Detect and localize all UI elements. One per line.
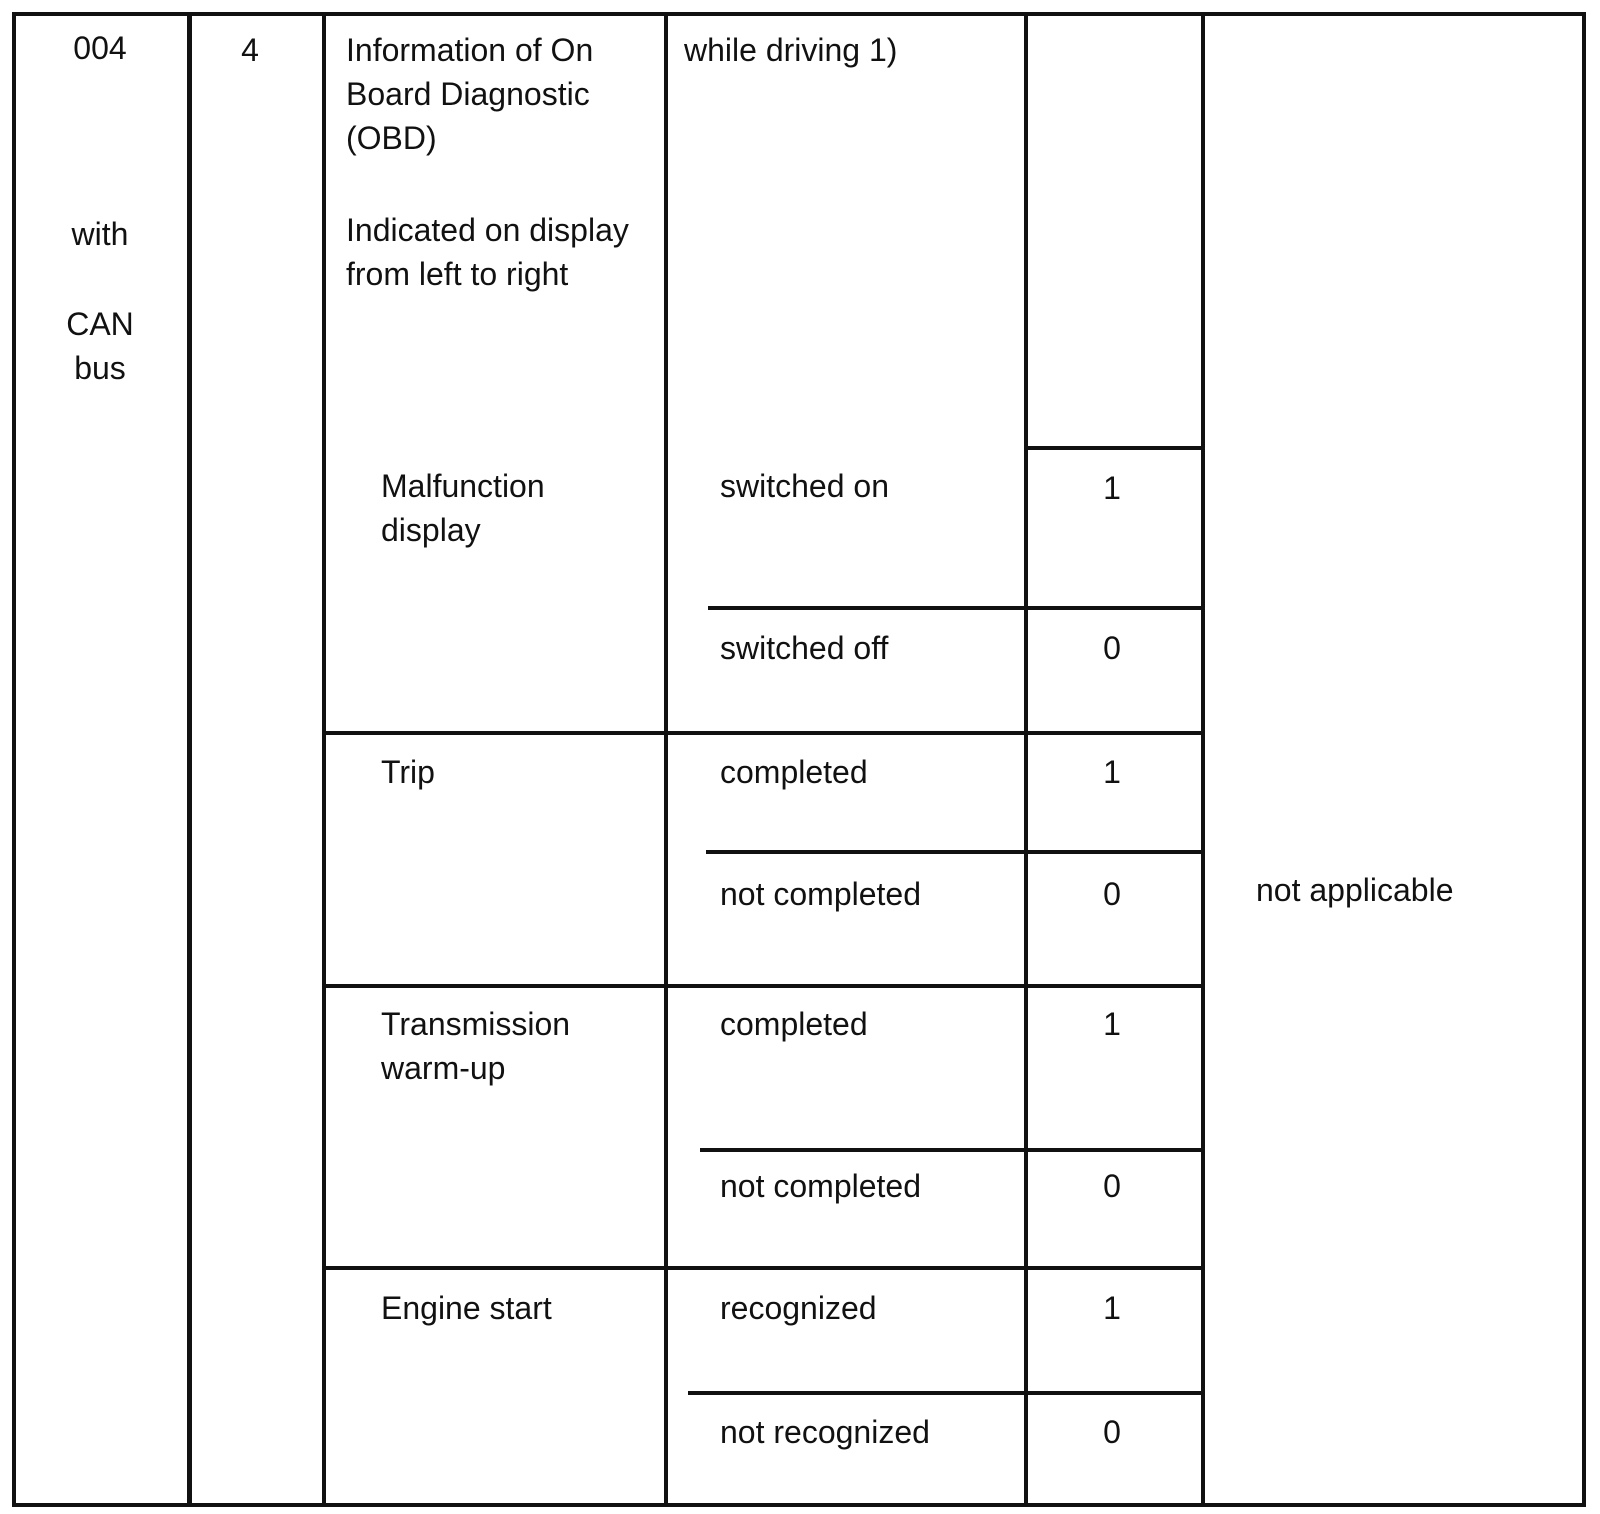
display-field-number: 4 bbox=[241, 32, 259, 68]
column-divider bbox=[322, 12, 326, 1507]
obd-title: Information of On Board Diagnostic (OBD) bbox=[346, 32, 594, 156]
item-label-malfunction-display: Malfunction display bbox=[381, 468, 545, 548]
table-border-top bbox=[12, 12, 1586, 16]
condition-text: while driving 1) bbox=[684, 32, 898, 68]
row-divider bbox=[700, 1148, 1205, 1152]
row-divider bbox=[322, 1266, 1205, 1270]
state-value: 0 bbox=[1103, 1414, 1121, 1450]
state-value: 0 bbox=[1103, 630, 1121, 666]
obd-subtitle: Indicated on display from left to right bbox=[346, 212, 629, 292]
item-label-transmission-warm-up: Transmission warm-up bbox=[381, 1006, 571, 1086]
table-border-bottom bbox=[12, 1503, 1586, 1507]
group-note-with: with bbox=[71, 216, 129, 252]
state-text: not completed bbox=[720, 1168, 922, 1204]
column-divider bbox=[1201, 12, 1205, 1507]
state-text: not recognized bbox=[720, 1414, 930, 1450]
group-number: 004 bbox=[73, 30, 127, 66]
row-divider bbox=[708, 606, 1205, 610]
state-value: 1 bbox=[1103, 754, 1121, 790]
state-value: 0 bbox=[1103, 876, 1121, 912]
row-divider bbox=[688, 1391, 1205, 1395]
state-value: 1 bbox=[1103, 470, 1121, 506]
state-text: switched off bbox=[720, 630, 889, 666]
not-applicable-text: not applicable bbox=[1256, 872, 1454, 908]
state-text: switched on bbox=[720, 468, 889, 504]
column-divider bbox=[1024, 12, 1028, 1507]
row-divider bbox=[706, 850, 1205, 854]
state-value: 1 bbox=[1103, 1290, 1121, 1326]
row-divider bbox=[1024, 446, 1205, 450]
row-divider bbox=[322, 984, 1205, 988]
column-divider bbox=[187, 12, 192, 1507]
state-text: not completed bbox=[720, 876, 922, 912]
state-value: 1 bbox=[1103, 1006, 1121, 1042]
state-text: completed bbox=[720, 1006, 868, 1042]
table-border-left bbox=[12, 12, 16, 1507]
item-label-engine-start: Engine start bbox=[381, 1290, 552, 1326]
table-border-right bbox=[1582, 12, 1586, 1507]
state-value: 0 bbox=[1103, 1168, 1121, 1204]
item-label-trip: Trip bbox=[381, 754, 435, 790]
row-divider bbox=[322, 731, 1205, 735]
state-text: completed bbox=[720, 754, 868, 790]
column-divider bbox=[664, 12, 668, 1507]
state-text: recognized bbox=[720, 1290, 877, 1326]
group-note-can-bus: CAN bus bbox=[66, 306, 134, 386]
